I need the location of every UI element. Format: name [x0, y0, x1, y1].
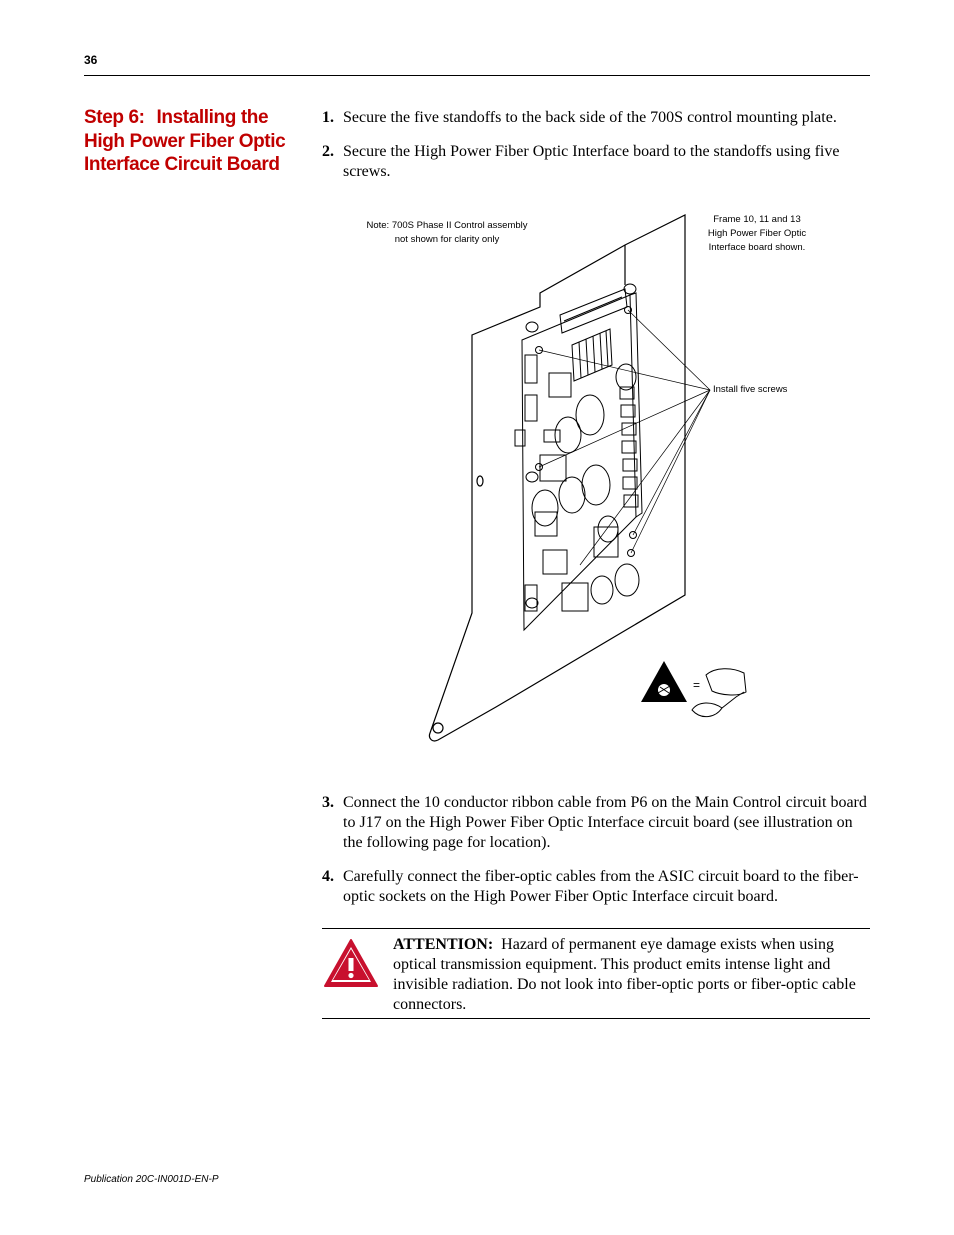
step-heading	[84, 106, 309, 177]
step-item	[322, 142, 872, 182]
step-title: Installing the High Power Fiber Optic Interface Circuit Board	[84, 107, 286, 175]
attention-top-rule	[322, 928, 870, 929]
figure-note-line-1: Note: 700S Phase II Control assembly	[366, 220, 528, 231]
step-number: 4.	[322, 868, 334, 885]
step-number: 2.	[322, 143, 334, 160]
top-rule	[84, 75, 870, 76]
attention-block	[393, 935, 869, 1015]
attention-bottom-rule	[322, 1018, 870, 1019]
esd-warning-symbol	[641, 661, 746, 717]
publication-footer: Publication 20C-IN001D-EN-P	[84, 1174, 219, 1185]
step-item	[322, 793, 872, 853]
step-text: Secure the five standoffs to the back side of the 700S control mounting plate.	[343, 109, 837, 126]
board-installation-figure	[340, 205, 820, 750]
warning-triangle-icon	[323, 938, 379, 988]
figure-note-line-2: not shown for clarity only	[394, 234, 500, 245]
circuit-board	[515, 284, 642, 630]
page-number: 36	[84, 53, 98, 67]
step-number: 3.	[322, 794, 334, 811]
step-item	[322, 867, 872, 907]
step-text: Carefully connect the fiber-optic cables from the ASIC circuit board to the fiber-optic sockets on the High Power Fiber Optic Interface circuit board.	[343, 868, 859, 905]
step-label: Step 6:	[84, 107, 145, 128]
equals-sign: =	[693, 678, 701, 692]
attention-label: ATTENTION:	[393, 936, 494, 953]
steps-bottom	[322, 793, 872, 921]
step-item	[322, 108, 872, 128]
frame-label-line-2: High Power Fiber Optic	[707, 228, 807, 239]
frame-label-line-3: Interface board shown.	[708, 242, 806, 253]
steps-top	[322, 108, 872, 196]
step-text: Connect the 10 conductor ribbon cable from P6 on the Main Control circuit board to J17 on the High Power Fiber Optic Interface circuit board (see illustration on the following page for location).	[343, 794, 867, 851]
step-number: 1.	[322, 109, 334, 126]
install-screws-label: Install five screws	[713, 384, 788, 395]
frame-label-line-1: Frame 10, 11 and 13	[713, 214, 801, 225]
attention-text: Hazard of permanent eye damage exists when using optical transmission equipment. This product emits intense light and invisible radiation. Do not look into fiber-optic ports or fiber-optic cable connectors.	[393, 936, 856, 1013]
step-text: Secure the High Power Fiber Optic Interface board to the standoffs using five screws.	[343, 143, 840, 180]
